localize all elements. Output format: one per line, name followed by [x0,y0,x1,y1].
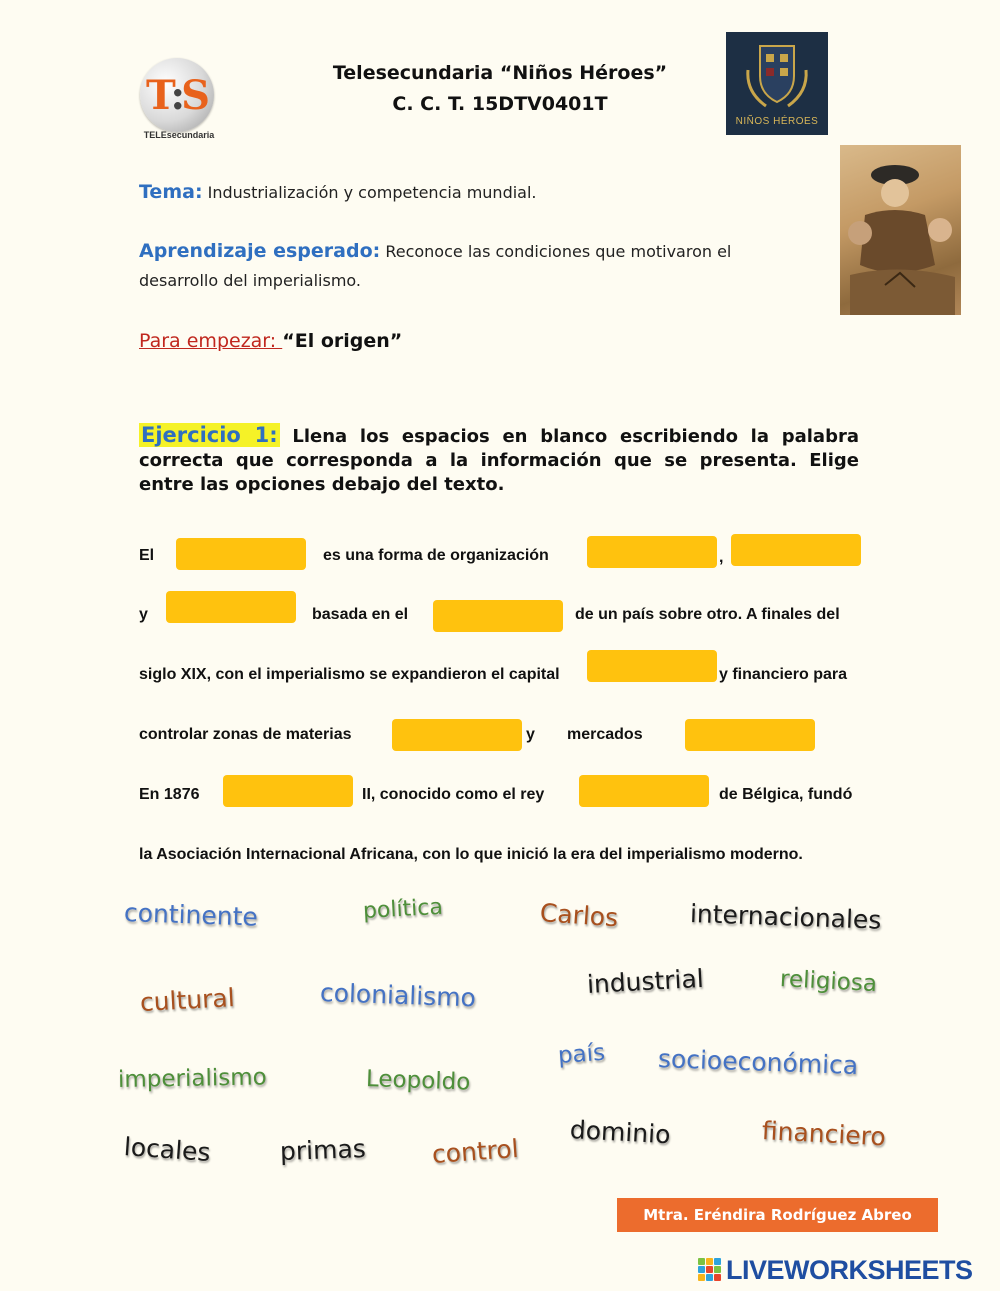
aprendizaje-label: Aprendizaje esperado: [139,240,381,262]
paragraph-text: de Bélgica, fundó [719,786,853,803]
paragraph-text: es una forma de organización [323,547,549,564]
cct-code: C. C. T. 15DTV0401T [392,93,608,115]
word-option[interactable]: política [362,894,444,924]
liveworksheets-brand: LIVEWORKSHEETS [726,1255,973,1285]
aprendizaje-text-2: desarrollo del imperialismo. [139,271,362,290]
paragraph-text: II, conocido como el rey [362,786,545,803]
aprendizaje-text-1: Reconoce las condiciones que motivaron el [385,242,732,261]
word-option[interactable]: financiero [761,1116,887,1152]
answer-blank-3[interactable] [731,534,861,566]
word-option[interactable]: dominio [569,1115,672,1150]
paragraph-text: de un país sobre otro. A finales del [575,606,840,623]
exercise-instructions [139,423,859,497]
tema-label: Tema: [139,181,203,203]
word-option[interactable]: cultural [139,983,236,1017]
ninos-heroes-logo [726,32,828,135]
word-option[interactable]: primas [279,1134,367,1166]
aprendizaje-line [139,240,731,262]
paragraph-text: En 1876 [139,786,200,803]
word-option[interactable]: Leopoldo [365,1066,471,1096]
answer-blank-2[interactable] [587,536,717,568]
paragraph-text: y [526,726,535,743]
answer-blank-5[interactable] [433,600,563,632]
word-option[interactable]: Carlos [538,898,620,933]
answer-blank-8[interactable] [685,719,815,751]
exercise-text: Llena los espacios en blanco escribiendo la palabra correcta que corresponda a la información que se presenta. Elige entre las opciones debajo del texto. [139,426,859,495]
paragraph-text: siglo XIX, con el imperialismo se expandieron el capital [139,666,560,683]
word-option[interactable]: control [430,1133,520,1169]
liveworksheets-logo [698,1255,998,1285]
para-empezar-title: “El origen” [282,330,403,352]
answer-blank-1[interactable] [176,538,306,570]
answer-blank-10[interactable] [579,775,709,807]
word-option[interactable]: religiosa [779,966,878,998]
imperialism-illustration [840,145,961,315]
word-option[interactable]: socioeconómica [657,1044,859,1080]
liveworksheets-icon [698,1258,722,1282]
logo-right-caption: NIÑOS HÉROES [735,116,819,127]
tema-text: Industrialización y competencia mundial. [207,183,537,202]
word-option[interactable]: internacionales [689,899,882,935]
word-option[interactable]: industrial [586,963,705,999]
exercise-label: Ejercicio 1: [141,423,278,447]
word-option[interactable]: país [557,1039,606,1069]
para-empezar-label: Para empezar: [139,330,283,352]
word-option[interactable]: colonialismo [319,978,477,1013]
word-option[interactable]: continente [123,898,259,932]
telesecundaria-logo: T:S TELEsecundaria [138,58,220,142]
answer-blank-7[interactable] [392,719,522,751]
answer-blank-4[interactable] [166,591,296,623]
answer-blank-9[interactable] [223,775,353,807]
school-name: Telesecundaria “Niños Héroes” [332,62,668,84]
word-option[interactable]: locales [122,1132,212,1168]
paragraph-text: la Asociación Internacional Africana, con lo que inició la era del imperialismo moderno. [139,846,803,863]
paragraph-text: El [139,547,155,564]
paragraph-text: mercados [567,726,643,743]
paragraph-text: y [139,606,148,623]
paragraph-text: basada en el [312,606,409,623]
para-empezar-line [139,330,402,352]
answer-blank-6[interactable] [587,650,717,682]
author-banner: Mtra. Eréndira Rodríguez Abreo [617,1198,938,1232]
logo-left-caption: TELEsecundaria [143,130,215,140]
paragraph-text: , [719,549,724,566]
word-option[interactable]: imperialismo [117,1064,267,1093]
paragraph-text: controlar zonas de materias [139,726,352,743]
paragraph-text: y financiero para [719,666,848,683]
tema-line [139,181,537,203]
